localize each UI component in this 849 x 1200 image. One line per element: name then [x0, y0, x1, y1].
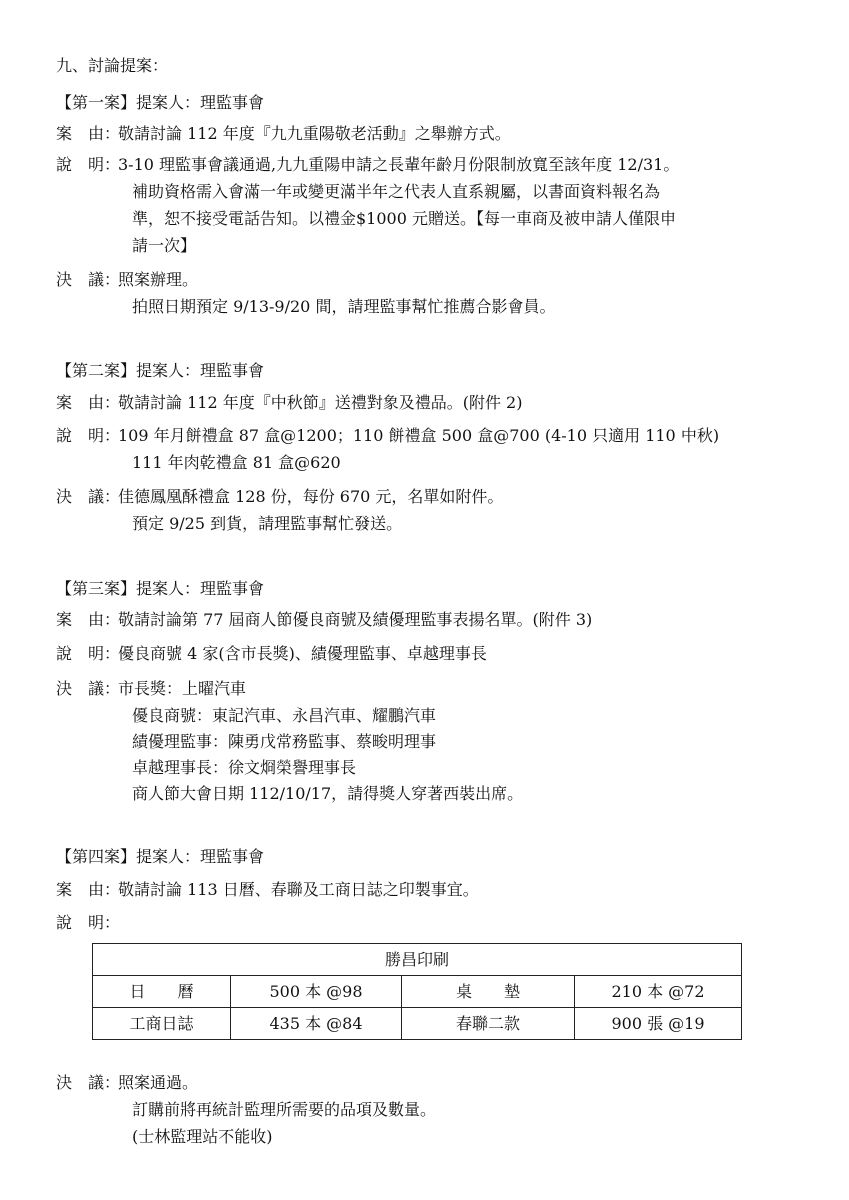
- section-title: 九、討論提案：: [56, 56, 169, 75]
- case-4-resolution-line-3: (士林監理站不能收): [132, 1127, 273, 1146]
- table-cell-quantity-price: 435 本 @84: [231, 1008, 402, 1040]
- case-2-reason: 敬請討論 112 年度『中秋節』送禮對象及禮品。(附件 2): [118, 393, 523, 412]
- table-cell-quantity-price: 210 本 @72: [575, 976, 742, 1008]
- case-4-resolution-line-2: 訂購前將再統計監理所需要的品項及數量。: [132, 1100, 437, 1119]
- case-4-explain-label: 說 明：: [56, 913, 121, 932]
- case-2-resolution-line-1: 佳德鳳凰酥禮盒 128 份，每份 670 元，名單如附件。: [118, 487, 504, 506]
- case-1-explain-line-3: 準，恕不接受電話告知。以禮金$1000 元贈送。【每一車商及被申請人僅限申: [132, 209, 676, 228]
- case-3-resolution-label: 決 議：: [56, 679, 121, 698]
- table-row: [93, 1008, 742, 1040]
- printing-quote-table: [92, 943, 742, 1040]
- case-2-explain-line-2: 111 年肉乾禮盒 81 盒@620: [132, 453, 341, 472]
- case-4-reason: 敬請討論 113 日曆、春聯及工商日誌之印製事宜。: [118, 880, 479, 899]
- case-2-reason-label: 案 由：: [56, 393, 121, 412]
- case-1-reason: 敬請討論 112 年度『九九重陽敬老活動』之舉辦方式。: [118, 124, 511, 143]
- case-3-explain-line-1: 優良商號 4 家(含市長獎)、績優理監事、卓越理事長: [118, 644, 487, 663]
- case-2-explain-label: 說 明：: [56, 426, 121, 445]
- case-1-explain-line-4: 請一次】: [132, 236, 197, 255]
- case-1-resolution-line-1: 照案辦理。: [118, 270, 199, 289]
- case-1-explain-label: 說 明：: [56, 155, 121, 174]
- case-4-resolution-line-1: 照案通過。: [118, 1073, 199, 1092]
- table-cell-item: 工商日誌: [93, 1008, 231, 1040]
- table-cell-item: 桌 墊: [402, 976, 575, 1008]
- case-3-resolution-line-2: 優良商號：東記汽車、永昌汽車、耀鵬汽車: [132, 706, 437, 725]
- case-3-reason: 敬請討論第 77 屆商人節優良商號及績優理監事表揚名單。(附件 3): [118, 610, 593, 629]
- case-2-resolution-line-2: 預定 9/25 到貨，請理監事幫忙發送。: [132, 514, 403, 533]
- case-1-explain-line-1: 3-10 理監事會議通過,九九重陽申請之長輩年齡月份限制放寬至該年度 12/31。: [118, 155, 680, 174]
- case-1-header: 【第一案】提案人：理監事會: [56, 93, 265, 112]
- table-cell-quantity-price: 500 本 @98: [231, 976, 402, 1008]
- case-3-reason-label: 案 由：: [56, 610, 121, 629]
- case-3-resolution-line-3: 績優理監事：陳勇戊常務監事、蔡畯明理事: [132, 732, 437, 751]
- case-3-explain-label: 說 明：: [56, 644, 121, 663]
- case-2-header: 【第二案】提案人：理監事會: [56, 361, 265, 380]
- case-3-resolution-line-4: 卓越理事長：徐文烱榮譽理事長: [132, 758, 357, 777]
- case-4-header: 【第四案】提案人：理監事會: [56, 847, 265, 866]
- table-cell-quantity-price: 900 張 @19: [575, 1008, 742, 1040]
- table-title-row: [93, 944, 742, 976]
- table-row: [93, 976, 742, 1008]
- case-4-resolution-label: 決 議：: [56, 1073, 121, 1092]
- case-4-reason-label: 案 由：: [56, 880, 121, 899]
- case-1-reason-label: 案 由：: [56, 124, 121, 143]
- table-title: 勝昌印刷: [93, 944, 742, 976]
- case-2-resolution-label: 決 議：: [56, 487, 121, 506]
- case-1-resolution-line-2: 拍照日期預定 9/13-9/20 間，請理監事幫忙推薦合影會員。: [132, 297, 556, 316]
- case-3-header: 【第三案】提案人：理監事會: [56, 579, 265, 598]
- case-1-explain-line-2: 補助資格需入會滿一年或變更滿半年之代表人直系親屬，以書面資料報名為: [132, 182, 661, 201]
- case-1-resolution-label: 決 議：: [56, 270, 121, 289]
- table-cell-item: 日 曆: [93, 976, 231, 1008]
- table-cell-item: 春聯二款: [402, 1008, 575, 1040]
- case-2-explain-line-1: 109 年月餅禮盒 87 盒@1200；110 餅禮盒 500 盒@700 (4-10 只適用 110 中秋): [118, 426, 720, 445]
- case-3-resolution-line-5: 商人節大會日期 112/10/17，請得獎人穿著西裝出席。: [132, 784, 524, 803]
- case-3-resolution-line-1: 市長獎：上曜汽車: [118, 679, 247, 698]
